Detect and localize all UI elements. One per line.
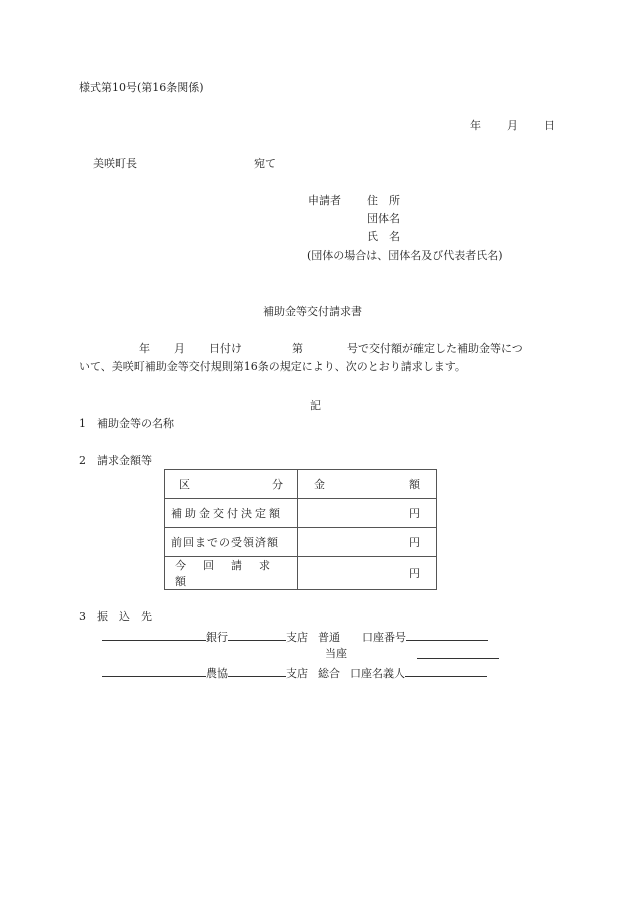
amount-table [164, 469, 437, 590]
applicant-name: 氏 名 [367, 230, 400, 243]
branch-label: 支店 [286, 667, 308, 680]
section-1: 1 補助金等の名称 [79, 417, 174, 430]
header-gaku: 額 [409, 478, 420, 491]
nokyo-line [102, 665, 487, 681]
applicant-note: (団体の場合は、団体名及び代表者氏名) [307, 249, 503, 262]
bank-label: 銀行 [206, 631, 228, 644]
row-label: 前回までの受領済額 [165, 528, 298, 557]
date-day: 日 [544, 119, 555, 132]
body-line-1 [139, 342, 523, 356]
date-year: 年 [470, 119, 481, 132]
applicant-org: 団体名 [367, 212, 400, 225]
addressee: 美咲町長 [93, 157, 137, 170]
body-year: 年 [139, 342, 150, 355]
header-ku: 区 [179, 478, 190, 491]
account-no-field[interactable] [406, 629, 488, 641]
account-no-field-2[interactable] [417, 647, 499, 663]
date-line [470, 119, 555, 133]
bank-name-field[interactable] [102, 629, 206, 641]
row-label: 補助金交付決定額 [165, 499, 298, 528]
body-no: 第 [292, 342, 303, 355]
account-name-field[interactable] [405, 665, 487, 677]
table-row [165, 557, 437, 590]
row-amount[interactable]: 円 [298, 557, 437, 590]
ordinary-label: 普通 [318, 631, 340, 644]
account-name-label: 口座名義人 [350, 667, 405, 680]
branch-label: 支店 [286, 631, 308, 644]
section-2: 2 請求金額等 [79, 454, 152, 467]
document-title: 補助金等交付請求書 [263, 305, 362, 318]
table-header-row [165, 470, 437, 499]
form-id: 様式第10号(第16条関係) [79, 81, 204, 94]
nokyo-label: 農協 [206, 667, 228, 680]
body-line-2: いて、美咲町補助金等交付規則第16条の規定により、次のとおり請求します。 [79, 360, 466, 373]
date-month: 月 [507, 119, 518, 132]
header-bun: 分 [272, 478, 283, 491]
row-amount[interactable]: 円 [298, 499, 437, 528]
bank-line [102, 629, 488, 645]
body-month: 月 [174, 342, 185, 355]
body-rest: 号で交付額が確定した補助金等につ [347, 342, 523, 355]
nokyo-branch-field[interactable] [228, 665, 286, 677]
section-3: 3 振 込 先 [79, 610, 152, 623]
applicant-address: 住 所 [367, 194, 400, 207]
ki-heading: 記 [310, 399, 321, 412]
row-amount[interactable]: 円 [298, 528, 437, 557]
general-label: 総合 [318, 667, 340, 680]
table-row [165, 528, 437, 557]
current-label: 当座 [325, 647, 347, 660]
row-label: 今回請求額 [165, 557, 298, 590]
nokyo-name-field[interactable] [102, 665, 206, 677]
applicant-label: 申請者 [308, 194, 341, 207]
addressee-suffix: 宛て [254, 157, 276, 170]
body-day: 日付け [209, 342, 242, 355]
account-no-label: 口座番号 [362, 631, 406, 644]
bank-branch-field[interactable] [228, 629, 286, 641]
header-kin: 金 [314, 478, 325, 491]
table-row [165, 499, 437, 528]
